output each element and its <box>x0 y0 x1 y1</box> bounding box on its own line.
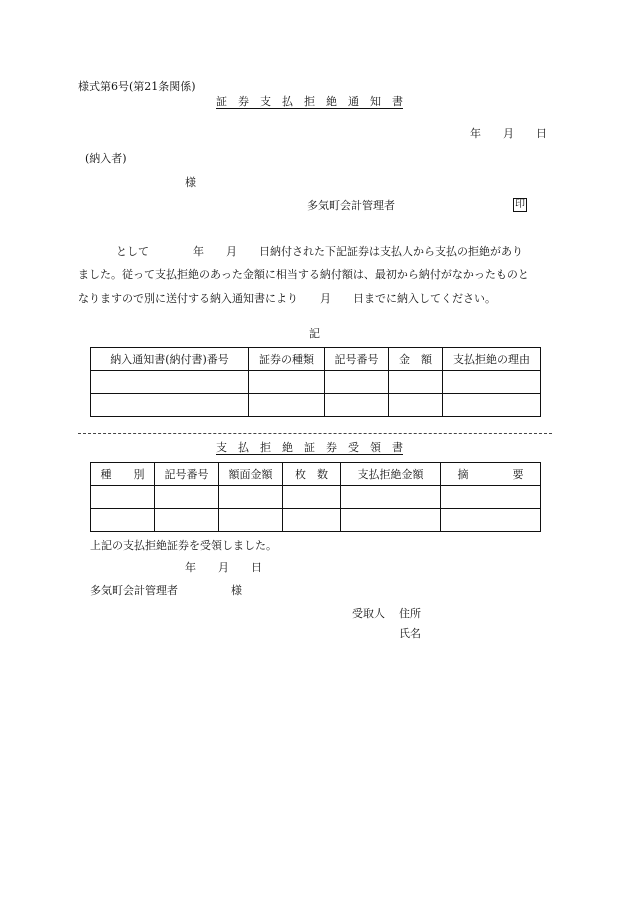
table-cell <box>91 371 249 394</box>
table-cell <box>441 486 541 509</box>
table-cell <box>155 486 219 509</box>
issuer-name: 多気町会計管理者 <box>307 199 395 212</box>
receipt-table <box>90 462 541 532</box>
column-header: 支払拒絶の理由 <box>443 348 541 371</box>
table-cell <box>443 371 541 394</box>
table-cell <box>249 394 325 417</box>
table-cell <box>389 394 443 417</box>
payer-label: (納入者) <box>85 152 127 165</box>
payer-honorific: 様 <box>185 176 196 189</box>
table-header-row <box>91 463 541 486</box>
seal-mark: 印 <box>515 199 525 210</box>
address-label: 住所 <box>399 607 421 620</box>
document-title: 証 券 支 払 拒 絶 通 知 書 <box>216 95 403 108</box>
table-row <box>91 509 541 532</box>
body-line-3: なりますので別に送付する納入通知書により 月 日までに納入してください。 <box>78 292 496 305</box>
body-line-1: として 年 月 日納付された下記証券は支払人から支払の拒絶があり <box>116 245 523 258</box>
receipt-date: 年 月 日 <box>185 561 262 574</box>
table-cell <box>283 486 341 509</box>
recipient-label: 受取人 <box>352 607 385 620</box>
table-header-row <box>91 348 541 371</box>
column-header: 摘 要 <box>441 463 541 486</box>
column-header: 額面金額 <box>219 463 283 486</box>
column-header: 金 額 <box>389 348 443 371</box>
table-row <box>91 371 541 394</box>
name-label: 氏名 <box>399 627 421 640</box>
column-header: 支払拒絶金額 <box>341 463 441 486</box>
table-cell <box>155 509 219 532</box>
table-cell <box>283 509 341 532</box>
table-cell <box>341 509 441 532</box>
table-cell <box>219 486 283 509</box>
table-cell <box>441 509 541 532</box>
table-cell <box>325 394 389 417</box>
table-cell <box>443 394 541 417</box>
column-header: 枚 数 <box>283 463 341 486</box>
cut-line <box>78 433 552 434</box>
column-header: 納入通知書(納付書)番号 <box>91 348 249 371</box>
table-cell <box>389 371 443 394</box>
receipt-title: 支 払 拒 絶 証 券 受 領 書 <box>216 441 403 454</box>
table-cell <box>91 486 155 509</box>
ki-label: 記 <box>309 327 320 340</box>
receipt-addressee: 多気町会計管理者 <box>90 584 178 597</box>
column-header: 記号番号 <box>155 463 219 486</box>
table-cell <box>325 371 389 394</box>
receipt-honorific: 様 <box>231 584 242 597</box>
column-header: 種 別 <box>91 463 155 486</box>
table-row <box>91 486 541 509</box>
body-line-2: ました。従って支払拒絶のあった金額に相当する納付額は、最初から納付がなかったものと <box>78 268 529 281</box>
table-cell <box>219 509 283 532</box>
table-cell <box>91 509 155 532</box>
table-cell <box>249 371 325 394</box>
column-header: 記号番号 <box>325 348 389 371</box>
table-cell <box>341 486 441 509</box>
refused-securities-table <box>90 347 541 417</box>
issue-date: 年 月 日 <box>470 127 547 140</box>
table-row <box>91 394 541 417</box>
receipt-statement: 上記の支払拒絶証券を受領しました。 <box>90 539 277 552</box>
column-header: 証券の種類 <box>249 348 325 371</box>
table-cell <box>91 394 249 417</box>
form-number: 様式第6号(第21条関係) <box>78 80 196 93</box>
